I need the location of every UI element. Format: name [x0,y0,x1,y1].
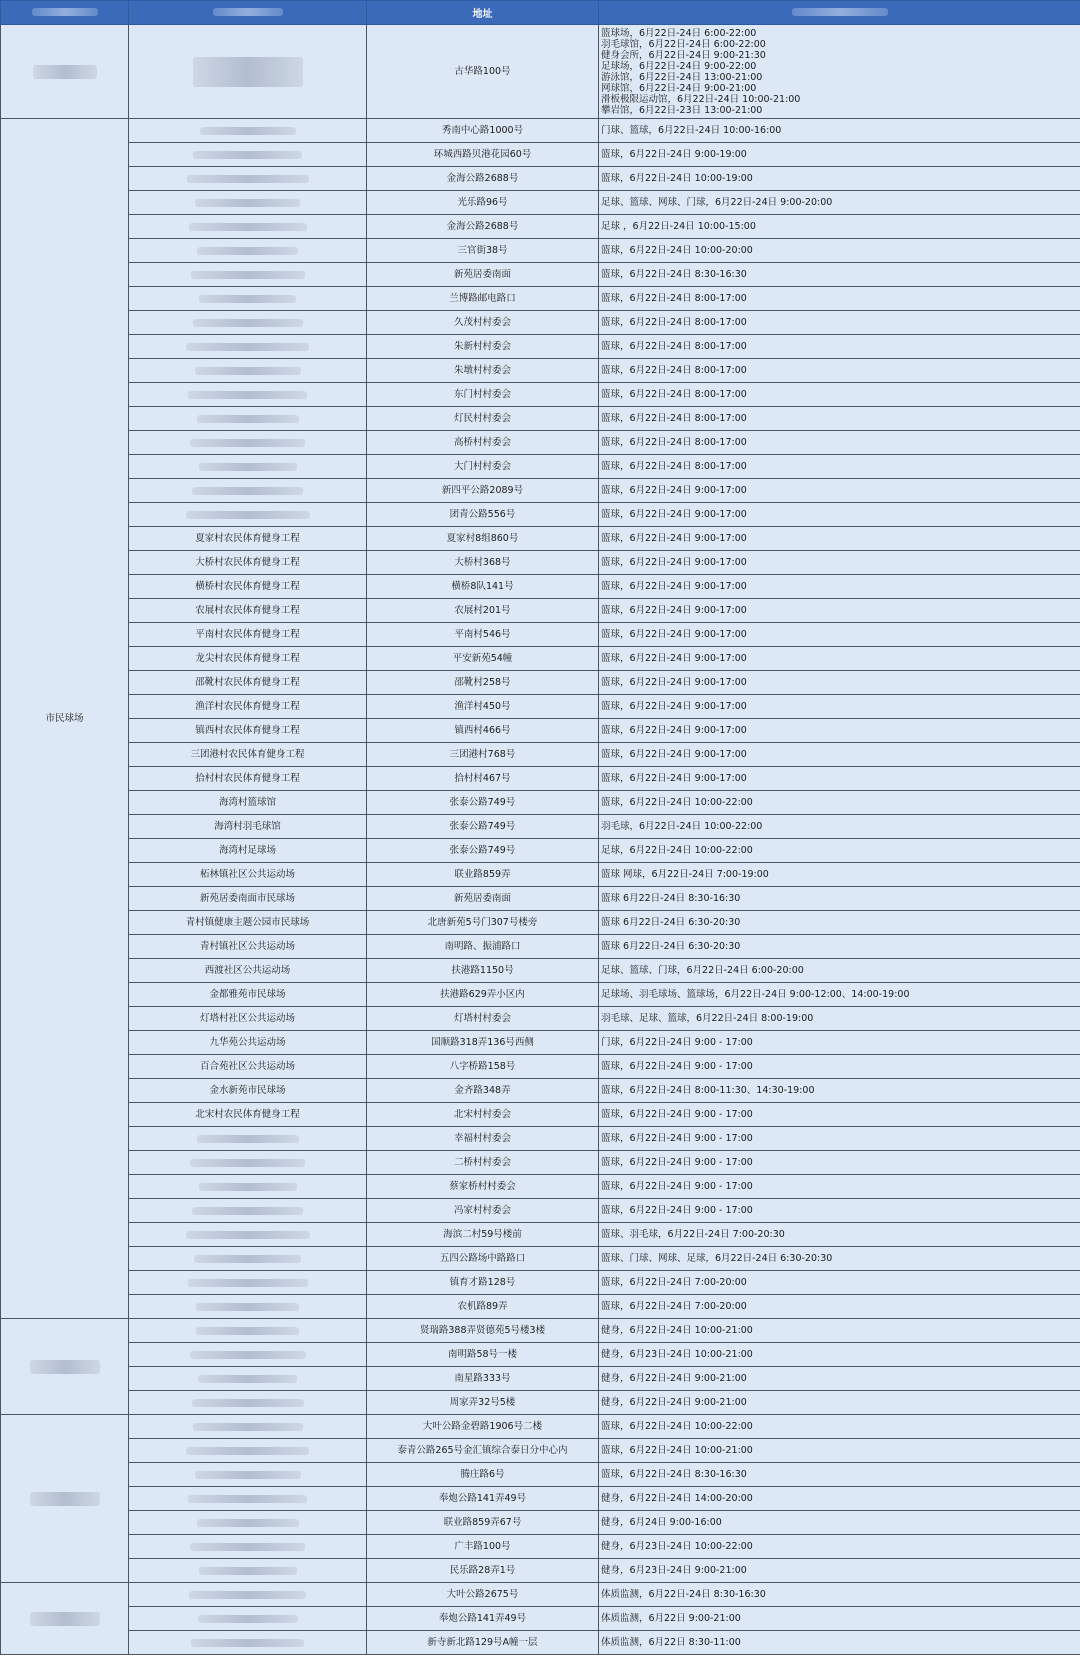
hours-cell: 篮球，6月22日-24日 9:00 - 17:00 [599,1175,1080,1199]
hours-cell: 门球、篮球，6月22日-24日 10:00-16:00 [599,119,1080,143]
hours-cell: 健身，6月22日-24日 14:00-20:00 [599,1487,1080,1511]
address-cell: 新寺新北路129号A幢一层 [367,1631,599,1655]
table-row [1,647,1080,671]
hours-cell: 健身，6月23日-24日 9:00-21:00 [599,1559,1080,1583]
table-row [1,575,1080,599]
header-address: 地址 [367,1,599,25]
hours-cell: 羽毛球、足球、篮球，6月22日-24日 8:00-19:00 [599,1007,1080,1031]
hours-cell: 篮球，6月22日-24日 9:00-17:00 [599,743,1080,767]
table-row [1,455,1080,479]
address-cell: 张泰公路749号 [367,815,599,839]
table-row [1,1103,1080,1127]
table-row [1,1343,1080,1367]
table-row [1,167,1080,191]
hours-cell: 篮球，6月22日-24日 10:00-20:00 [599,239,1080,263]
address-cell: 团青公路556号 [367,503,599,527]
address-cell: 二桥村村委会 [367,1151,599,1175]
hours-cell: 足球、篮球、网球、门球，6月22日-24日 9:00-20:00 [599,191,1080,215]
table-row [1,1223,1080,1247]
venue-name-cell [129,1487,367,1511]
hours-cell: 篮球，6月22日-24日 10:00-21:00 [599,1439,1080,1463]
address-cell: 八字桥路158号 [367,1055,599,1079]
venue-name-cell [129,1295,367,1319]
address-cell: 农展村201号 [367,599,599,623]
table-row [1,1127,1080,1151]
hours-cell: 体质监测，6月22日 8:30-11:00 [599,1631,1080,1655]
venue-name-cell [129,239,367,263]
table-row [1,887,1080,911]
venue-name-cell: 平南村农民体育健身工程 [129,623,367,647]
venue-name-cell [129,1367,367,1391]
address-cell: 邵靴村258号 [367,671,599,695]
hours-cell: 篮球，6月22日-24日 8:30-16:30 [599,1463,1080,1487]
address-cell: 三团港村768号 [367,743,599,767]
hours-cell: 篮球，6月22日-24日 9:00 - 17:00 [599,1199,1080,1223]
category-cell: 市民球场 [1,119,129,1319]
venue-name-cell: 邵靴村农民体育健身工程 [129,671,367,695]
hours-cell: 篮球，6月22日-24日 8:00-17:00 [599,335,1080,359]
table-row [1,1631,1080,1655]
hours-cell: 篮球 6月22日-24日 6:30-20:30 [599,935,1080,959]
table-row [1,1607,1080,1631]
hours-line: 滑板极限运动馆，6月22日-24日 10:00-21:00 [601,93,801,105]
table-row [1,263,1080,287]
hours-cell: 羽毛球，6月22日-24日 10:00-22:00 [599,815,1080,839]
table-row [1,935,1080,959]
address-cell: 海滨二村59号楼前 [367,1223,599,1247]
table-row [1,863,1080,887]
venue-name-cell: 海湾村篮球馆 [129,791,367,815]
address-cell: 东门村村委会 [367,383,599,407]
table-row [1,407,1080,431]
hours-cell: 篮球，6月22日-24日 8:00-17:00 [599,359,1080,383]
venue-name-cell: 金都雅苑市民球场 [129,983,367,1007]
table-row [1,815,1080,839]
hours-line: 健身会所，6月22日-24日 9:00-21:30 [601,49,766,61]
venue-name-cell [129,431,367,455]
table-row [1,959,1080,983]
venue-name-cell [129,455,367,479]
venue-name-cell [129,359,367,383]
hours-cell: 体质监测，6月22日-24日 8:30-16:30 [599,1583,1080,1607]
venue-name-cell: 大桥村农民体育健身工程 [129,551,367,575]
address-cell: 张泰公路749号 [367,839,599,863]
table-row [1,1559,1080,1583]
table-row [1,1031,1080,1055]
venue-name-cell: 夏家村农民体育健身工程 [129,527,367,551]
table-row [1,1391,1080,1415]
address-cell: 大门村村委会 [367,455,599,479]
hours-cell: 篮球，6月22日-24日 9:00-17:00 [599,695,1080,719]
address-cell: 镇西村466号 [367,719,599,743]
venue-name-cell [129,215,367,239]
table-row [1,1055,1080,1079]
header-venue-name [129,1,367,25]
venue-name-cell: 拾村村农民体育健身工程 [129,767,367,791]
hours-cell: 篮球、羽毛球，6月22日-24日 7:00-20:30 [599,1223,1080,1247]
address-cell: 久茂村村委会 [367,311,599,335]
hours-cell: 篮球，6月22日-24日 9:00-17:00 [599,767,1080,791]
venue-name-cell [129,1247,367,1271]
address-cell: 拾村村467号 [367,767,599,791]
hours-cell: 篮球，6月22日-24日 9:00-17:00 [599,503,1080,527]
address-cell: 金齐路348弄 [367,1079,599,1103]
address-cell: 冯家村村委会 [367,1199,599,1223]
address-cell: 平南村546号 [367,623,599,647]
table-row [1,191,1080,215]
venue-name-cell [129,1463,367,1487]
venue-name-cell [129,119,367,143]
table-row [1,743,1080,767]
address-cell: 光乐路96号 [367,191,599,215]
address-cell: 灯民村村委会 [367,407,599,431]
venue-name-cell [129,1319,367,1343]
venue-name-cell [129,479,367,503]
address-cell: 高桥村村委会 [367,431,599,455]
hours-cell [599,25,1080,119]
hours-cell: 篮球，6月22日-24日 10:00-19:00 [599,167,1080,191]
hours-line: 游泳馆，6月22日-24日 13:00-21:00 [601,71,763,83]
category-cell [1,1583,129,1655]
table-row [1,983,1080,1007]
header-row [1,1,1080,25]
venue-name-cell [129,1151,367,1175]
table-row [1,791,1080,815]
address-cell: 朱新村村委会 [367,335,599,359]
address-cell: 南星路333号 [367,1367,599,1391]
table-row [1,839,1080,863]
venue-name-cell: 龙尖村农民体育健身工程 [129,647,367,671]
hours-cell: 篮球 6月22日-24日 6:30-20:30 [599,911,1080,935]
table-row [1,215,1080,239]
venue-name-cell: 西渡社区公共运动场 [129,959,367,983]
venue-name-cell [129,1415,367,1439]
venue-name-cell: 新苑居委南面市民球场 [129,887,367,911]
address-cell: 北宋村村委会 [367,1103,599,1127]
address-cell: 夏家村8组860号 [367,527,599,551]
hours-cell: 篮球，6月22日-24日 9:00 - 17:00 [599,1103,1080,1127]
hours-cell: 篮球，6月22日-24日 7:00-20:00 [599,1295,1080,1319]
venue-name-cell [129,1439,367,1463]
address-cell: 新四平公路2089号 [367,479,599,503]
address-cell: 扶港路629弄小区内 [367,983,599,1007]
table-row [1,143,1080,167]
venue-name-cell [129,263,367,287]
hours-cell: 篮球，6月22日-24日 9:00-17:00 [599,647,1080,671]
hours-cell: 篮球，6月22日-24日 10:00-22:00 [599,1415,1080,1439]
address-cell: 五四公路场中路路口 [367,1247,599,1271]
hours-line: 网球馆，6月22日-24日 9:00-21:00 [601,82,757,94]
venue-name-cell: 九华苑公共运动场 [129,1031,367,1055]
table-row [1,1367,1080,1391]
venue-name-cell: 海湾村羽毛球馆 [129,815,367,839]
hours-cell: 健身，6月22日-24日 9:00-21:00 [599,1391,1080,1415]
table-row [1,1415,1080,1439]
hours-cell: 篮球、门球、网球、足球，6月22日-24日 6:30-20:30 [599,1247,1080,1271]
table-row [1,1319,1080,1343]
venue-name-cell [129,1223,367,1247]
address-cell: 奉炮公路141弄49号 [367,1607,599,1631]
venue-name-cell [129,191,367,215]
venue-name-cell [129,287,367,311]
address-cell: 联业路859弄67号 [367,1511,599,1535]
venue-name-cell [129,1391,367,1415]
table-row [1,1079,1080,1103]
venue-name-cell [129,383,367,407]
address-cell: 广丰路100号 [367,1535,599,1559]
address-cell: 泰青公路265号金汇镇综合泰日分中心内 [367,1439,599,1463]
hours-cell: 篮球，6月22日-24日 9:00-17:00 [599,599,1080,623]
address-cell: 金海公路2688号 [367,215,599,239]
venue-name-cell [129,1535,367,1559]
venue-name-cell [129,167,367,191]
table-row [1,479,1080,503]
table-row [1,1271,1080,1295]
hours-cell: 体质监测，6月22日 9:00-21:00 [599,1607,1080,1631]
venue-name-cell [129,311,367,335]
hours-cell: 健身，6月22日-24日 9:00-21:00 [599,1367,1080,1391]
table-row [1,119,1080,143]
venue-name-cell [129,503,367,527]
table-row [1,1511,1080,1535]
venue-name-cell [129,143,367,167]
address-cell: 周家弄32号5楼 [367,1391,599,1415]
address-cell: 金海公路2688号 [367,167,599,191]
hours-cell: 健身，6月23日-24日 10:00-22:00 [599,1535,1080,1559]
hours-cell: 健身，6月22日-24日 10:00-21:00 [599,1319,1080,1343]
table-row [1,1175,1080,1199]
hours-cell: 篮球，6月22日-24日 9:00-17:00 [599,527,1080,551]
address-cell: 朱墩村村委会 [367,359,599,383]
hours-cell: 篮球 6月22日-24日 8:30-16:30 [599,887,1080,911]
venue-name-cell [129,25,367,119]
hours-cell: 篮球，6月22日-24日 8:00-17:00 [599,383,1080,407]
hours-line: 足球场，6月22日-24日 9:00-22:00 [601,60,757,72]
hours-cell: 足球，6月22日-24日 10:00-22:00 [599,839,1080,863]
table-row [1,503,1080,527]
hours-line: 攀岩馆，6月22日-23日 13:00-21:00 [601,104,763,116]
venue-name-cell: 青村镇健康主题公园市民球场 [129,911,367,935]
venue-name-cell [129,1127,367,1151]
header-hours [599,1,1080,25]
hours-cell: 门球，6月22日-24日 9:00 - 17:00 [599,1031,1080,1055]
address-cell: 国顺路318弄136号西侧 [367,1031,599,1055]
address-cell: 北唐新苑5号门307号楼旁 [367,911,599,935]
table-row [1,359,1080,383]
venue-name-cell: 镇西村农民体育健身工程 [129,719,367,743]
venue-name-cell [129,407,367,431]
venue-name-cell [129,1583,367,1607]
hours-lines [601,28,1078,116]
venue-name-cell: 海湾村足球场 [129,839,367,863]
table-row [1,767,1080,791]
table-row [1,335,1080,359]
hours-cell: 篮球，6月22日-24日 8:00-17:00 [599,287,1080,311]
hours-cell: 篮球，6月22日-24日 9:00 - 17:00 [599,1127,1080,1151]
address-cell: 张泰公路749号 [367,791,599,815]
table-row [1,1247,1080,1271]
table-row [1,695,1080,719]
venue-name-cell: 北宋村农民体育健身工程 [129,1103,367,1127]
address-cell: 腾庄路6号 [367,1463,599,1487]
table-row [1,1199,1080,1223]
venue-name-cell [129,1559,367,1583]
venue-name-cell: 渔洋村农民体育健身工程 [129,695,367,719]
address-cell: 贤瑞路388弄贤德苑5号楼3楼 [367,1319,599,1343]
address-cell: 三官街38号 [367,239,599,263]
table-row [1,1439,1080,1463]
table-row [1,719,1080,743]
address-cell: 横桥8队141号 [367,575,599,599]
table-row [1,1463,1080,1487]
venue-name-cell: 金水新苑市民球场 [129,1079,367,1103]
hours-cell: 篮球，6月22日-24日 8:00-17:00 [599,431,1080,455]
venue-name-cell [129,1631,367,1655]
venue-name-cell [129,1343,367,1367]
header-category [1,1,129,25]
hours-cell: 篮球，6月22日-24日 9:00-17:00 [599,671,1080,695]
venue-name-cell [129,1271,367,1295]
venue-name-cell: 三团港村农民体育健身工程 [129,743,367,767]
table-row [1,911,1080,935]
table-row [1,623,1080,647]
hours-cell: 足球、篮球、门球，6月22日-24日 6:00-20:00 [599,959,1080,983]
table-row [1,1535,1080,1559]
category-cell [1,25,129,119]
category-cell [1,1415,129,1583]
hours-cell: 健身，6月24日 9:00-16:00 [599,1511,1080,1535]
hours-cell: 篮球，6月22日-24日 8:00-17:00 [599,407,1080,431]
hours-cell: 篮球，6月22日-24日 9:00-17:00 [599,719,1080,743]
hours-cell: 篮球，6月22日-24日 8:00-11:30、14:30-19:00 [599,1079,1080,1103]
address-cell: 幸福村村委会 [367,1127,599,1151]
address-cell: 大叶公路金碧路1906号二楼 [367,1415,599,1439]
table-row [1,1151,1080,1175]
address-cell: 民乐路28弄1号 [367,1559,599,1583]
venue-name-cell [129,1175,367,1199]
hours-cell: 篮球，6月22日-24日 9:00-17:00 [599,575,1080,599]
table-row [1,431,1080,455]
hours-cell: 篮球，6月22日-24日 9:00-17:00 [599,551,1080,575]
category-cell [1,1319,129,1415]
table-row [1,1007,1080,1031]
venue-name-cell: 农展村农民体育健身工程 [129,599,367,623]
hours-cell: 篮球，6月22日-24日 8:00-17:00 [599,455,1080,479]
table-row [1,527,1080,551]
address-cell: 镇育才路128号 [367,1271,599,1295]
address-cell: 南明路58号一楼 [367,1343,599,1367]
address-cell: 蔡家桥村村委会 [367,1175,599,1199]
address-cell: 大桥村368号 [367,551,599,575]
hours-cell: 篮球，6月22日-24日 8:00-17:00 [599,311,1080,335]
address-cell: 灯塔村村委会 [367,1007,599,1031]
hours-cell: 篮球，6月22日-24日 8:30-16:30 [599,263,1080,287]
hours-cell: 篮球，6月22日-24日 7:00-20:00 [599,1271,1080,1295]
venue-name-cell [129,335,367,359]
table-row [1,551,1080,575]
venue-name-cell [129,1199,367,1223]
hours-cell: 足球场、羽毛球场、篮球场，6月22日-24日 9:00-12:00、14:00-19:00 [599,983,1080,1007]
address-cell: 大叶公路2675号 [367,1583,599,1607]
address-cell: 农机路89弄 [367,1295,599,1319]
hours-cell: 篮球，6月22日-24日 10:00-22:00 [599,791,1080,815]
hours-cell: 健身，6月23日-24日 10:00-21:00 [599,1343,1080,1367]
address-cell: 新苑居委南面 [367,263,599,287]
venue-name-cell [129,1511,367,1535]
address-cell: 新苑居委南面 [367,887,599,911]
address-cell: 平安新苑54幢 [367,647,599,671]
address-cell: 渔洋村450号 [367,695,599,719]
hours-cell: 足球 ，6月22日-24日 10:00-15:00 [599,215,1080,239]
hours-cell: 篮球，6月22日-24日 9:00-17:00 [599,623,1080,647]
hours-line: 羽毛球馆，6月22日-24日 6:00-22:00 [601,38,766,50]
address-cell: 环城西路贝港花园60号 [367,143,599,167]
table-row [1,599,1080,623]
venue-name-cell: 横桥村农民体育健身工程 [129,575,367,599]
address-cell: 联业路859弄 [367,863,599,887]
venue-name-cell: 柘林镇社区公共运动场 [129,863,367,887]
venue-name-cell [129,1607,367,1631]
address-cell: 兰博路邮电路口 [367,287,599,311]
hours-cell: 篮球，6月22日-24日 9:00 - 17:00 [599,1151,1080,1175]
table-row [1,383,1080,407]
table-row [1,287,1080,311]
address-cell: 奉炮公路141弄49号 [367,1487,599,1511]
hours-cell: 篮球 网球，6月22日-24日 7:00-19:00 [599,863,1080,887]
table-row [1,311,1080,335]
table-row [1,25,1080,119]
venue-name-cell: 青村镇社区公共运动场 [129,935,367,959]
hours-line: 篮球场，6月22日-24日 6:00-22:00 [601,27,757,39]
table-row [1,671,1080,695]
venue-name-cell: 灯塔村社区公共运动场 [129,1007,367,1031]
address-cell: 古华路100号 [367,25,599,119]
address-cell: 扶港路1150号 [367,959,599,983]
table-row [1,1295,1080,1319]
address-cell: 南明路、振浦路口 [367,935,599,959]
address-cell: 秀南中心路1000号 [367,119,599,143]
hours-cell: 篮球，6月22日-24日 9:00-19:00 [599,143,1080,167]
table-row [1,239,1080,263]
hours-cell: 篮球，6月22日-24日 9:00-17:00 [599,479,1080,503]
table-row [1,1487,1080,1511]
table-row [1,1583,1080,1607]
hours-cell: 篮球，6月22日-24日 9:00 - 17:00 [599,1055,1080,1079]
venue-name-cell: 百合苑社区公共运动场 [129,1055,367,1079]
